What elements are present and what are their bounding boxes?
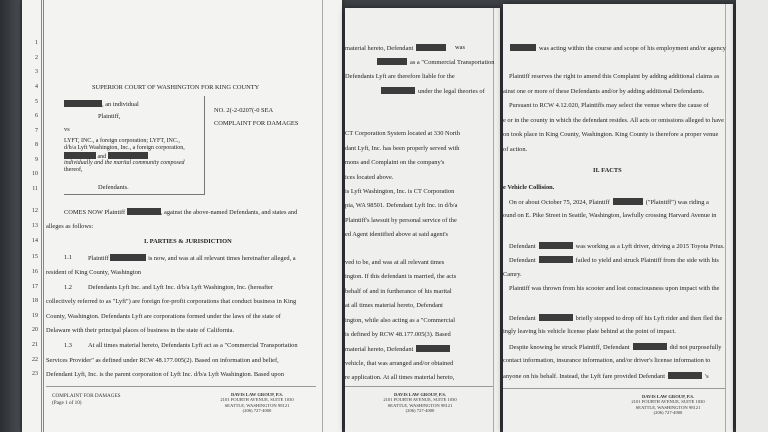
body-text-line: of action. <box>503 146 528 153</box>
line-number: 22 <box>32 357 38 363</box>
footer-page-number: (Page 1 of 10) <box>52 400 82 406</box>
body-text-line: material hereto, Defendant <box>345 44 446 52</box>
redaction-bar <box>64 100 102 107</box>
para-1-1-number: 1.1 <box>64 254 72 261</box>
document-page-2 <box>345 8 500 432</box>
line-number: 7 <box>35 128 38 134</box>
footer-doc-title: COMPLAINT FOR DAMAGES <box>52 393 121 399</box>
redaction-bar <box>539 256 573 263</box>
body-text-line: was acting within the course and scope of his employment and/or agency <box>507 44 726 52</box>
body-text-line: Defendant was working as a Lyft driver, driving a 2015 Toyota Prius. <box>509 243 725 250</box>
body-text-line: Plaintiff was thrown from his scooter and lost consciousness upon impact with the <box>509 285 720 292</box>
caption-defendants-3: and <box>64 152 148 161</box>
body-text-line: Camry. <box>503 271 522 278</box>
para-1-2-line-3: County, Washington. Defendants Lyft are corporations formed under the laws of the state of <box>46 313 281 320</box>
body-text-line: is defined by RCW 48.177.005(3). Based <box>345 331 451 338</box>
line-number: 6 <box>35 113 38 119</box>
body-text-line: was <box>455 44 465 51</box>
redaction-bar <box>416 44 446 51</box>
body-text-line: dant Lyft, Inc. has been properly served with <box>345 145 460 152</box>
body-text-line: ington, while also acting as a "Commercial <box>345 317 455 324</box>
right-margin-rule <box>725 4 726 432</box>
para-1-3-line-1: At all times material hereto, Defendants Lyft act as a "Commercial Transportation <box>88 342 298 349</box>
redaction-bar <box>108 152 148 159</box>
line-number: 12 <box>32 208 38 214</box>
body-text-line: at all times material hereto, Defendant <box>345 302 443 309</box>
para-1-3-line-2: Services Provider" as defined under RCW 48.177.005(2). Based on information and belief, <box>46 357 279 364</box>
body-text-line: Defendants Lyft are therefore liable for the <box>345 73 455 80</box>
body-text-line: material hereto, Defendant <box>345 345 450 353</box>
firm-footer: DAVIS LAW GROUP, P.S. 2101 FOURTH AVENUE, SUITE 1030 SEATTLE, WASHINGTON 98121 (206) 727-4000 <box>631 394 705 416</box>
redaction-bar <box>64 152 96 159</box>
line-number: 21 <box>32 342 38 348</box>
court-title: SUPERIOR COURT OF WASHINGTON FOR KING COUNTY <box>92 84 260 91</box>
body-text-line: CT Corporation System located at 330 North <box>345 130 460 137</box>
body-text-line: under the legal theories of <box>381 87 485 95</box>
left-margin-rule-2 <box>43 0 44 432</box>
para-1-1-line-1: Plaintiff is now, and was at all relevant times hereinafter alleged, a <box>88 255 296 262</box>
body-text-line: behalf of and in furtherance of his marital <box>345 288 452 295</box>
document-title: COMPLAINT FOR DAMAGES <box>214 120 299 127</box>
caption-defendants-5: thereof, <box>64 167 83 173</box>
line-number: 4 <box>35 84 38 90</box>
line-number: 20 <box>32 327 38 333</box>
line-number: 8 <box>35 142 38 148</box>
para-1-2-number: 1.2 <box>64 284 72 291</box>
caption-plaintiff-label: Plaintiff, <box>98 113 121 120</box>
line-number: 5 <box>35 99 38 105</box>
body-text-line: On or about October 75, 2024, Plaintiff ("Plaintiff") was riding a <box>509 199 709 206</box>
caption-plaintiff-name: , an individual <box>64 100 139 108</box>
redaction-bar <box>539 242 573 249</box>
line-number: 2 <box>35 55 38 61</box>
para-1-2-line-1: Defendants Lyft Inc. and Lyft Inc. d/b/a Lyft Washington, Inc. (hereafter <box>88 284 273 291</box>
body-text-line: contact information, insurance information, and/or driver's license information to <box>503 357 711 364</box>
body-text-line: is Lyft Washington, Inc. is CT Corporation <box>345 188 455 195</box>
line-number: 16 <box>32 269 38 275</box>
left-margin-rule <box>41 0 42 432</box>
right-margin-rule <box>493 8 494 432</box>
background-dark-edge <box>0 0 20 432</box>
caption-defendants-1: LYFT, INC., a foreign corporation; LYFT, INC., <box>64 138 180 144</box>
line-number: 17 <box>32 284 38 290</box>
redaction-bar <box>127 208 161 215</box>
redaction-bar <box>377 58 407 65</box>
line-number: 9 <box>35 157 38 163</box>
redaction-bar <box>539 314 573 321</box>
document-page-4-edge <box>736 0 768 432</box>
document-page-1 <box>22 0 342 432</box>
line-number: 19 <box>32 313 38 319</box>
body-text-line: Despite knowing he struck Plaintiff, Defendant did not purposefully <box>509 344 722 351</box>
body-text-line: anyone on his behalf. Instead, the Lyft fare provided Defendant 's <box>503 373 709 380</box>
line-number: 10 <box>32 171 38 177</box>
line-number: 11 <box>32 186 38 192</box>
redaction-bar <box>633 343 667 350</box>
body-text-line: Plaintiff's lawsuit by personal service of the <box>345 217 457 224</box>
line-number: 14 <box>32 238 38 244</box>
body-text-line: as a "Commercial Transportation <box>377 58 494 66</box>
firm-footer: DAVIS LAW GROUP, P.S. 2101 FOURTH AVENUE, SUITE 1030 SEATTLE, WASHINGTON 98121 (206) 727-4000 <box>220 392 294 414</box>
case-number: NO. 2(-2-0207(-0 SEA <box>214 107 274 114</box>
right-margin-rule <box>322 0 323 432</box>
redaction-bar <box>110 254 146 261</box>
body-text-line: Plaintiff reserves the right to amend this Complaint by adding additional claims as <box>509 73 720 80</box>
footer-rule <box>503 388 725 389</box>
footer-rule <box>46 386 316 387</box>
caption-defendants-2: d/b/a Lyft Washington, Inc., a foreign corporation, <box>64 145 185 151</box>
redaction-bar <box>613 198 643 205</box>
body-text-line: e or in the county in which the defendant resides. All acts or omissions alleged to have <box>503 117 724 124</box>
caption-vs: vs <box>64 126 70 133</box>
body-text-line: ved to be, and was at all relevant times <box>345 259 445 266</box>
body-text-line: Pursuant to RCW 4.12.020, Plaintiffs may select the venue where the cause of <box>509 102 709 109</box>
redaction-bar <box>381 87 415 94</box>
caption-defendants-4: individually and the marital community composed <box>64 160 185 166</box>
body-text-line: re application. At all times material hereto, <box>345 374 455 381</box>
body-text-line: pia, WA 98501. Defendant Lyft Inc. in d/b/a <box>345 202 458 209</box>
section-heading-parties: I. PARTIES & JURISDICTION <box>144 238 232 245</box>
redaction-bar <box>510 44 536 51</box>
body-text-line: on took place in King County, Washington. King County is therefore a proper venue <box>503 131 719 138</box>
body-text-line: vehicle, that was arranged and/or obtained <box>345 360 454 367</box>
body-text-line: Defendant briefly stopped to drop off his Lyft rider and then fled the <box>509 315 723 322</box>
para-1-2-line-2: collectively referred to as "Lyft") are foreign for-profit corporations that conduct business in King <box>46 298 297 305</box>
comes-now-line: COMES NOW Plaintiff , against the above-named Defendants, and states and <box>64 209 298 216</box>
body-text-line: mons and Complaint on the company's <box>345 159 445 166</box>
alleges-line: alleges as follows: <box>46 223 94 230</box>
para-1-2-line-4: Delaware with their principal places of business in the state of California. <box>46 327 235 334</box>
para-1-1-line-2: resident of King County, Washington <box>46 269 141 276</box>
redaction-bar <box>416 345 450 352</box>
body-text-line: ound on E. Pike Street in Seattle, Washington, lawfully crossing Harvard Avenue in <box>503 212 717 219</box>
line-number: 15 <box>32 254 38 260</box>
line-number: 13 <box>32 223 38 229</box>
caption-defendants-label: Defendants. <box>98 184 129 191</box>
body-text-line: ainst one or more of these Defendants and/or by adding additional Defendants. <box>503 88 705 95</box>
body-text-line: ed Agent identified above at said agent's <box>345 231 449 238</box>
body-text-line: ices located above. <box>345 174 394 181</box>
line-number: 3 <box>35 69 38 75</box>
para-1-3-number: 1.3 <box>64 342 72 349</box>
line-number: 1 <box>35 40 38 46</box>
body-text-line: ingly leaving his vehicle license plate behind at the point of impact. <box>503 328 676 335</box>
footer-rule <box>345 386 493 387</box>
redaction-bar <box>668 372 702 379</box>
body-text-line: Defendant failed to yield and struck Plaintiff from the side with his <box>509 257 719 264</box>
firm-footer: DAVIS LAW GROUP, P.S. 2101 FOURTH AVENUE, SUITE 1030 SEATTLE, WASHINGTON 98121 (206) 727-4000 <box>383 392 457 414</box>
body-text-line: ington. If this defendant is married, the acts <box>345 273 457 280</box>
section-heading: e Vehicle Collision. <box>503 184 555 191</box>
line-number: 23 <box>32 371 38 377</box>
para-1-3-line-3: Defendant Lyft, Inc. is the parent corporation of Lyft Inc. d/b/a Lyft Washington. Based upon <box>46 371 284 378</box>
line-number: 18 <box>32 298 38 304</box>
section-heading: II. FACTS <box>593 167 622 174</box>
document-page-3 <box>503 4 733 432</box>
